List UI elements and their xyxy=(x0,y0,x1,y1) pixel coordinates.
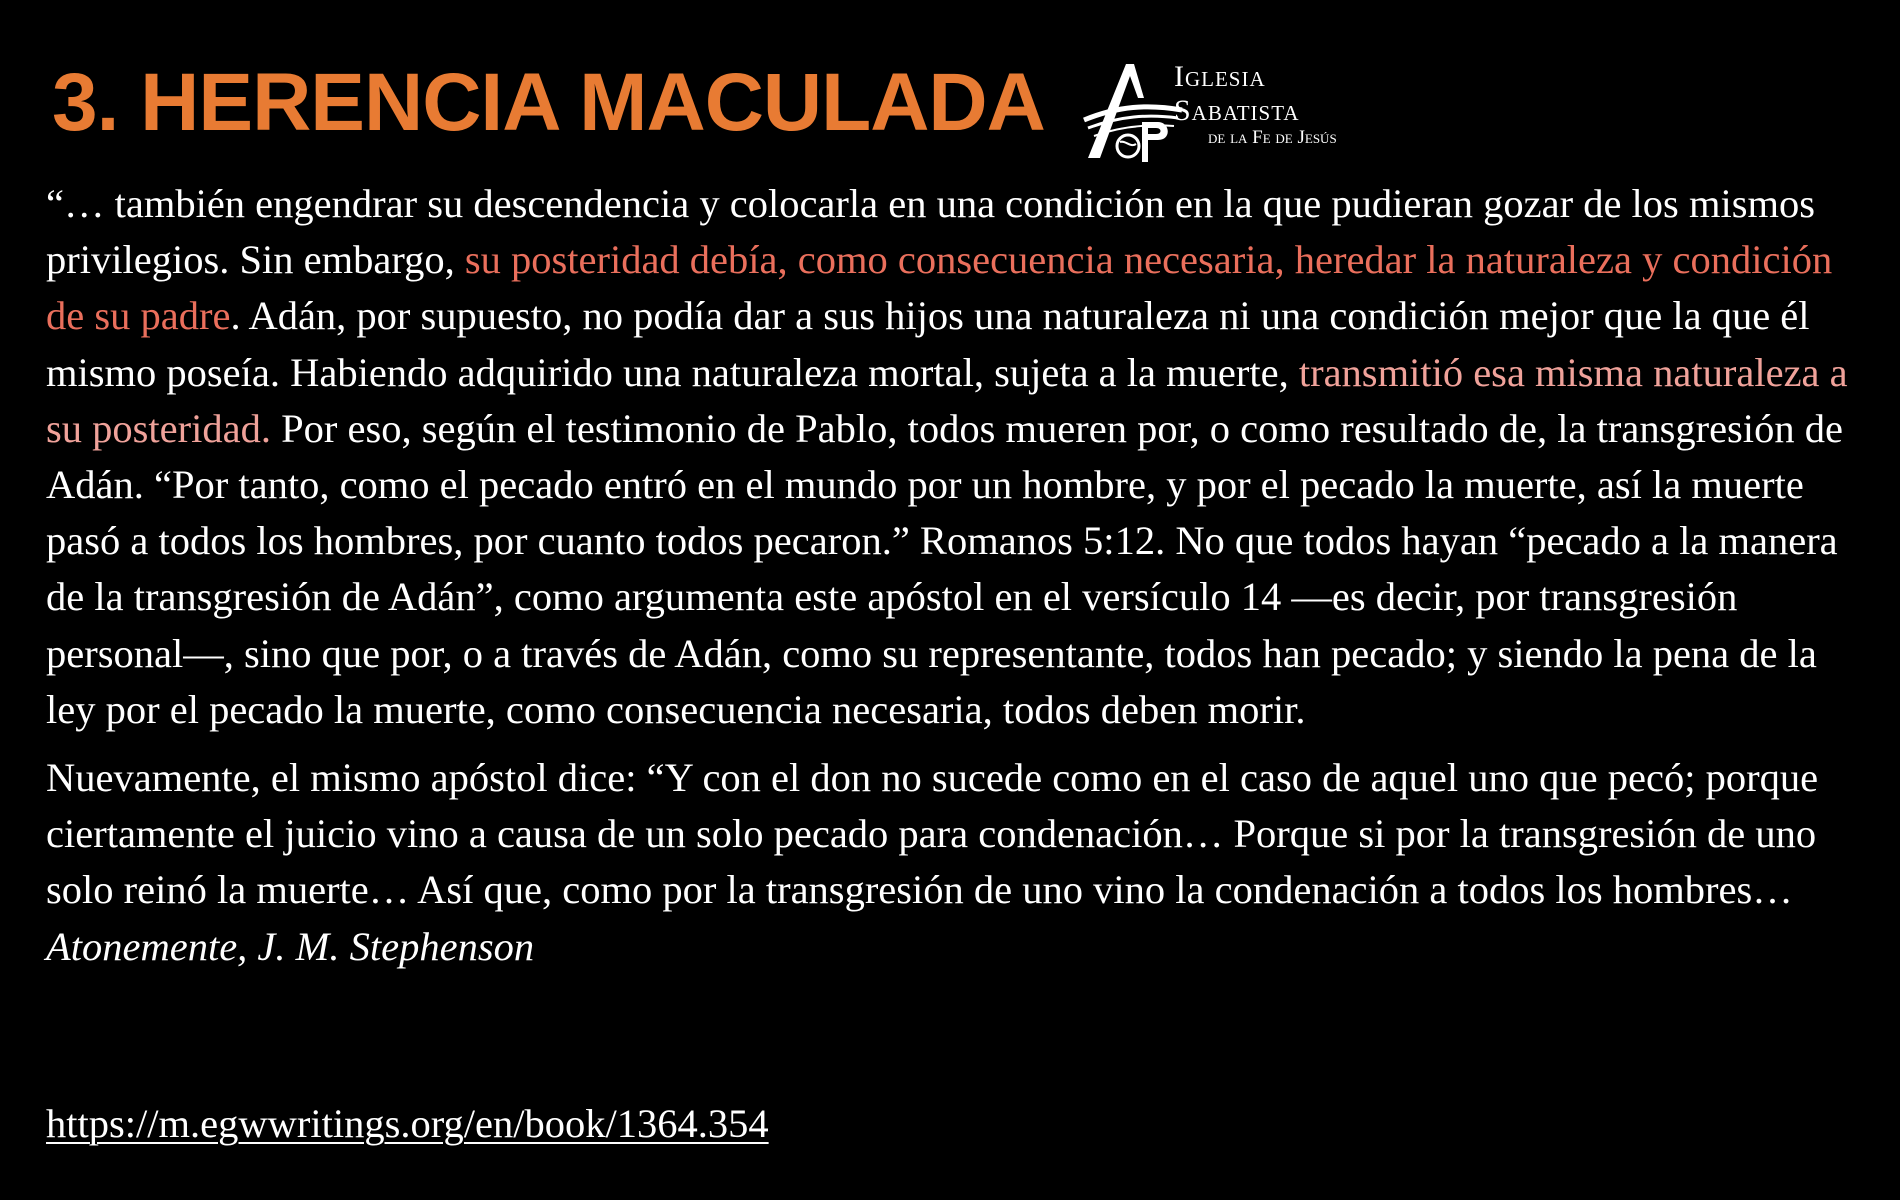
logo-line-sabatista: Sabatista xyxy=(1174,94,1300,127)
logo-line-fe-de-jesus: de la Fe de Jesús xyxy=(1208,127,1337,148)
quote-body xyxy=(46,176,1854,975)
church-logo-icon xyxy=(1078,58,1188,166)
paragraph1-highlight-transmitio: transmitió esa misma naturaleza a su posteridad. xyxy=(46,349,1848,451)
quote-paragraph-1 xyxy=(46,176,1854,738)
paragraph1-highlight-heredar: su posteridad debía, como consecuencia necesaria, heredar la naturaleza y condición de su padre xyxy=(46,237,1833,339)
paragraph1-part2: . Adán, por supuesto, no podía dar a sus hijos una naturaleza ni una condición mejor que la que él mismo poseía. Habiendo adquirido una naturaleza mortal, sujeta a la muerte, xyxy=(46,293,1810,395)
paragraph1-part1: “… también engendrar su descendencia y colocarla en una condición en la que pudieran gozar de los mismos privilegios. Sin embargo, xyxy=(46,181,1815,283)
citation-reference: Atonemente, J. M. Stephenson xyxy=(46,923,535,969)
source-link[interactable]: https://m.egwwritings.org/en/book/1364.354 xyxy=(46,1101,769,1146)
slide-title: 3. HERENCIA MACULADA xyxy=(52,57,1045,148)
church-logo xyxy=(1078,58,1363,166)
paragraph2-text: Nuevamente, el mismo apóstol dice: “Y con el don no sucede como en el caso de aquel uno que pecó; porque ciertamente el juicio vino a causa de un solo pecado para condenación… Porque si por la transgresión de uno solo reinó la muerte… Así que, como por la transgresión de uno vino la condenación a todos los hombres… xyxy=(46,755,1819,913)
quote-paragraph-2 xyxy=(46,750,1854,975)
church-logo-wordmark xyxy=(1174,62,1337,147)
logo-line-iglesia: Iglesia xyxy=(1174,60,1266,93)
paragraph1-part3: Por eso, según el testimonio de Pablo, todos mueren por, o como resultado de, la transgresión de Adán. “Por tanto, como el pecado entró en el mundo por un hombre, y por el pecado la muerte, así la muerte pasó a todos los hombres, por cuanto todos pecaron.” Romanos 5:12. No que todos hayan “pecado a la manera de la transgresión de Adán”, como argumenta este apóstol en el versículo 14 —es decir, por transgresión personal—, sino que por, o a través de Adán, como su representante, todos han pecado; y siendo la pena de la ley por el pecado la muerte, como consecuencia necesaria, todos deben morir. xyxy=(46,405,1843,732)
